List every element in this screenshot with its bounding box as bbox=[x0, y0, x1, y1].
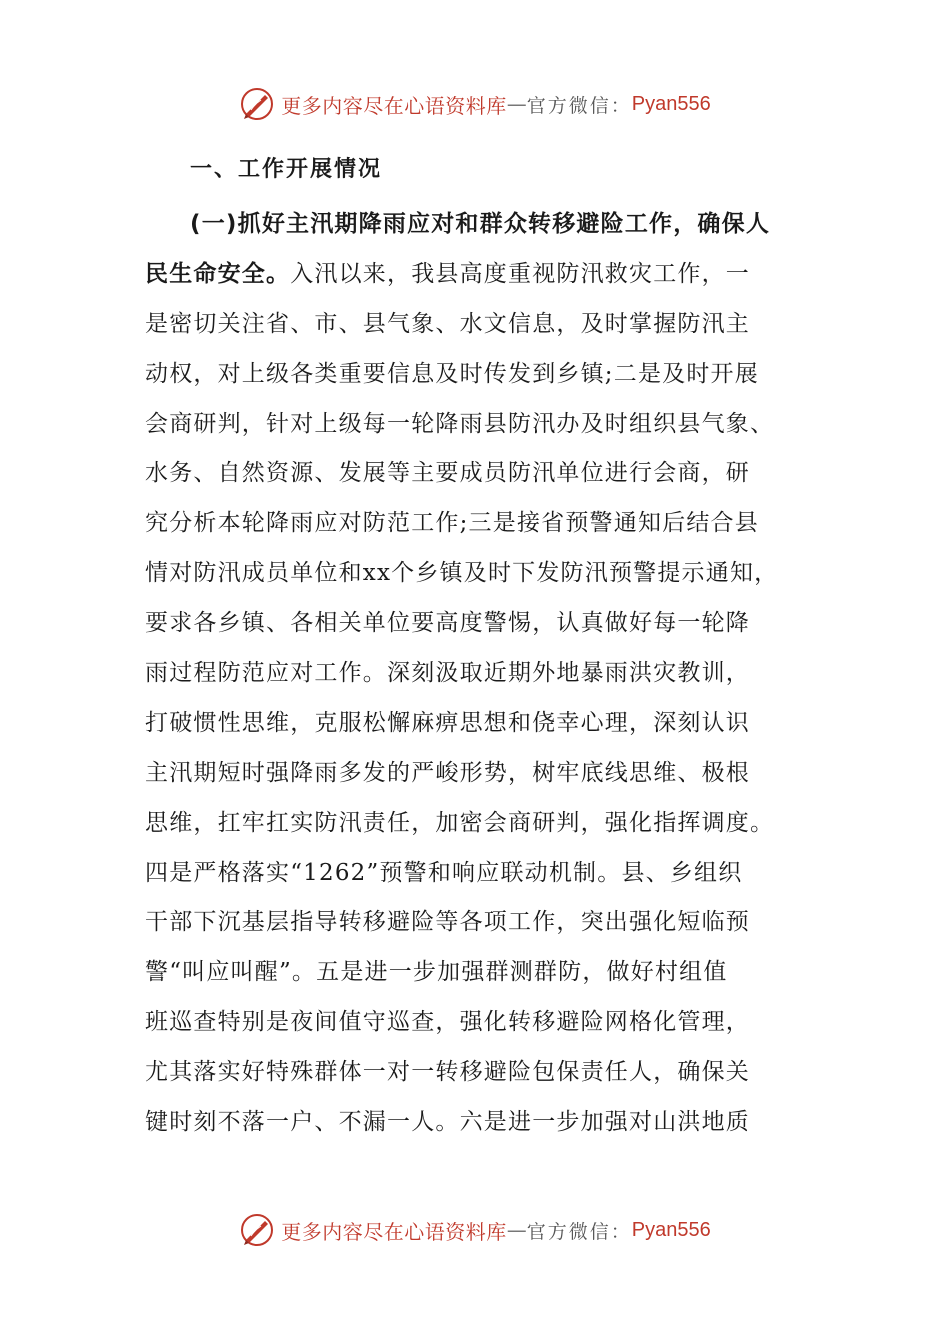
paragraph-line: 干部下沉基层指导转移避险等各项工作，突出强化短临预 bbox=[145, 909, 750, 936]
paragraph-line bbox=[145, 250, 805, 300]
document-body bbox=[145, 200, 805, 1148]
header-watermark bbox=[0, 82, 950, 126]
pen-logo-icon bbox=[239, 86, 275, 122]
paragraph-line: 主汛期短时强降雨多发的严峻形势，树牢底线思维、极根 bbox=[145, 759, 750, 786]
paragraph-line: 四是严格落实“1262”预警和响应联动机制。县、乡组织 bbox=[145, 859, 743, 886]
paragraph-line: 键时刻不落一户、不漏一人。六是进一步加强对山洪地质 bbox=[145, 1109, 750, 1136]
paragraph-line: 警“叫应叫醒”。五是进一步加强群测群防，做好村组值 bbox=[145, 959, 728, 986]
paragraph-lead-end: 民生命安全。 bbox=[145, 260, 291, 287]
watermark-wechat-label: 官方微信： bbox=[526, 1220, 632, 1243]
paragraph-line: 要求各乡镇、各相关单位要高度警惕，认真做好每一轮降 bbox=[145, 610, 750, 637]
section-heading: 一、工作开展情况 bbox=[190, 157, 383, 182]
watermark-wechat-id: Pyan556 bbox=[631, 92, 711, 115]
paragraph-line: 打破惯性思维，克服松懈麻痹思想和侥幸心理，深刻认识 bbox=[145, 709, 750, 736]
paragraph-line: 究分析本轮降雨应对防范工作;三是接省预警通知后结合县 bbox=[145, 510, 759, 537]
paragraph-lead-line: (一)抓好主汛期降雨应对和群众转移避险工作，确保人 bbox=[190, 211, 771, 237]
paragraph-line: 雨过程防范应对工作。深刻汲取近期外地暴雨洪灾教训， bbox=[145, 660, 750, 687]
paragraph-line: 思维，扛牢扛实防汛责任，加密会商研判，强化指挥调度。 bbox=[145, 809, 775, 836]
watermark-text: 更多内容尽在心语资料库 bbox=[281, 1219, 507, 1244]
paragraph-line: 班巡查特别是夜间值守巡查，强化转移避险网格化管理， bbox=[145, 1009, 750, 1036]
watermark-text: 更多内容尽在心语资料库 bbox=[281, 93, 507, 118]
paragraph-line: 尤其落实好特殊群体一对一转移避险包保责任人，确保关 bbox=[145, 1059, 750, 1086]
paragraph-line: 情对防汛成员单位和xx个乡镇及时下发防汛预警提示通知， bbox=[145, 560, 779, 587]
watermark-dash: — bbox=[506, 1218, 527, 1242]
paragraph-line: 是密切关注省、市、县气象、水文信息，及时掌握防汛主 bbox=[145, 310, 750, 337]
paragraph-line: 会商研判，针对上级每一轮降雨县防汛办及时组织县气象、 bbox=[145, 410, 775, 437]
paragraph-line: 动权，对上级各类重要信息及时传发到乡镇;二是及时开展 bbox=[145, 360, 759, 387]
paragraph-line: 水务、自然资源、发展等主要成员防汛单位进行会商，研 bbox=[145, 460, 750, 487]
paragraph-line-text: 入汛以来，我县高度重视防汛救灾工作，一 bbox=[290, 260, 751, 287]
pen-logo-icon bbox=[239, 1212, 275, 1248]
watermark-wechat-label: 官方微信： bbox=[526, 94, 632, 117]
watermark-dash: — bbox=[506, 92, 527, 116]
footer-watermark bbox=[0, 1208, 950, 1252]
watermark-wechat-id: Pyan556 bbox=[631, 1218, 711, 1241]
